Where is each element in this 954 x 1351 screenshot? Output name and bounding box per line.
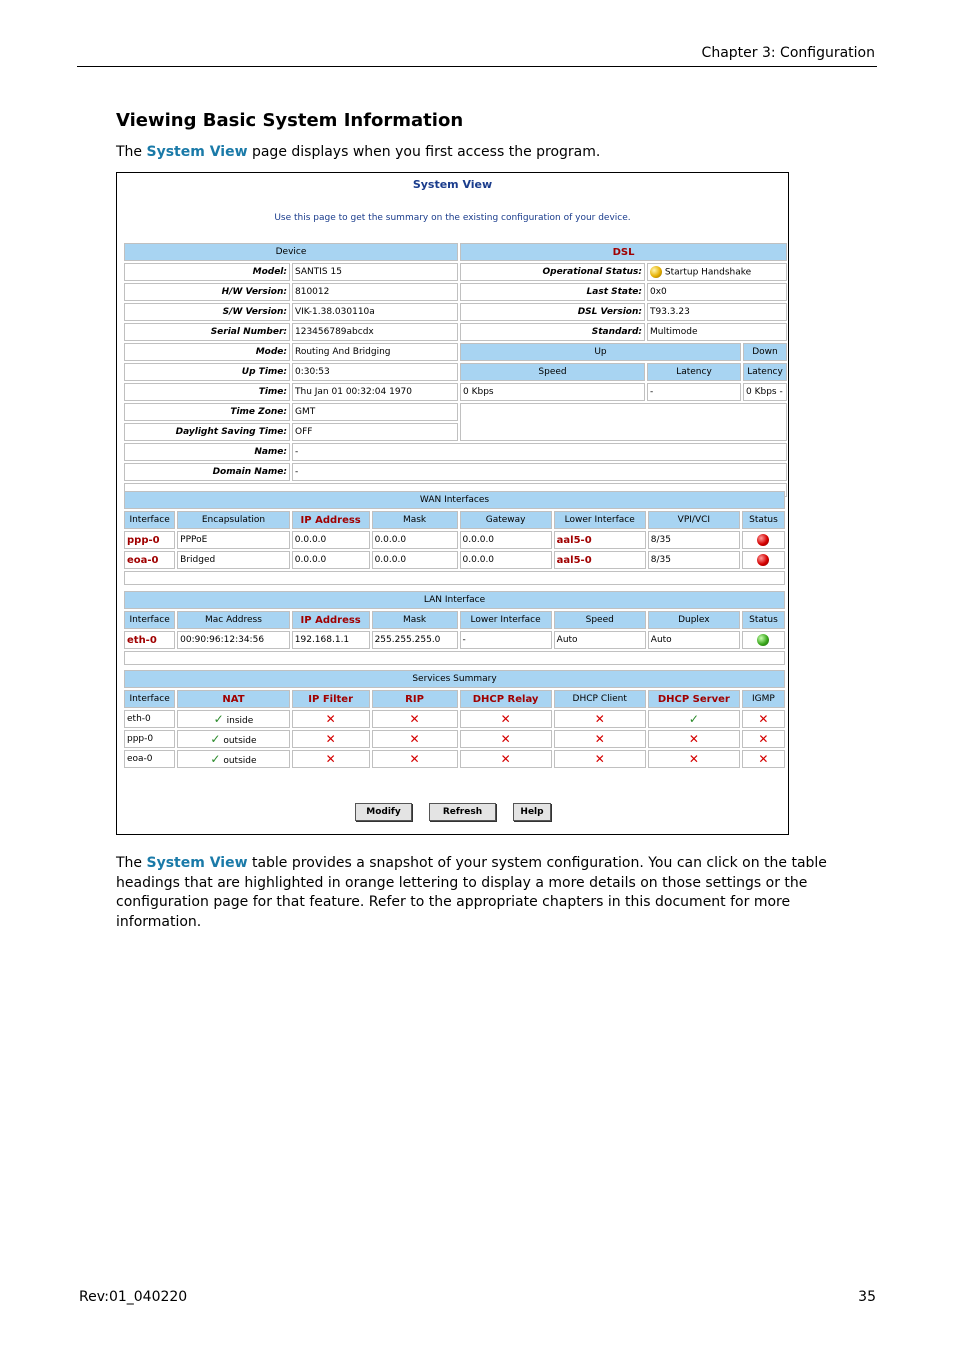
table-row <box>124 710 785 728</box>
cross-icon: ✕ <box>742 730 785 748</box>
cross-icon: ✕ <box>372 730 458 748</box>
time-zone-label: Time Zone: <box>124 403 290 421</box>
svc-nat <box>177 710 290 728</box>
lan-title: LAN Interface <box>124 591 785 609</box>
wan-col-interface: Interface <box>124 511 175 529</box>
check-icon: ✓ <box>210 732 221 746</box>
help-button[interactable]: Help <box>513 803 551 821</box>
wan-iface-link[interactable]: ppp-0 <box>124 531 175 549</box>
wan-title: WAN Interfaces <box>124 491 785 509</box>
model-label: Model: <box>124 263 290 281</box>
dsl-empty-area <box>460 403 787 441</box>
wan-vpivci: 8/35 <box>648 531 740 549</box>
lan-col-interface: Interface <box>124 611 175 629</box>
lan-ip: 192.168.1.1 <box>292 631 370 649</box>
cross-icon: ✕ <box>554 750 646 768</box>
cross-icon: ✕ <box>554 710 646 728</box>
lan-col-speed: Speed <box>554 611 646 629</box>
svc-nat-text: outside <box>223 736 257 746</box>
footer-page-number: 35 <box>858 1289 876 1305</box>
cross-icon: ✕ <box>460 710 552 728</box>
time-zone-value: GMT <box>292 403 458 421</box>
lan-iface-link[interactable]: eth-0 <box>124 631 175 649</box>
intro-text-post: page displays when you first access the program. <box>247 144 601 160</box>
system-view-link[interactable]: System View <box>146 144 248 160</box>
services-table <box>122 668 787 770</box>
svc-nat-text: outside <box>223 756 257 766</box>
wan-col-mask: Mask <box>372 511 458 529</box>
hw-version-label: H/W Version: <box>124 283 290 301</box>
dsl-up-header: Up <box>460 343 741 361</box>
lan-col-status: Status <box>742 611 785 629</box>
name-value: - <box>292 443 787 461</box>
cross-icon: ✕ <box>554 730 646 748</box>
lan-status <box>742 631 785 649</box>
svc-nat <box>177 750 290 768</box>
cross-icon: ✕ <box>460 750 552 768</box>
dsl-down-latency-header: Latency <box>743 363 787 381</box>
wan-ip: 0.0.0.0 <box>292 531 370 549</box>
wan-gateway: 0.0.0.0 <box>460 551 552 569</box>
model-value: SANTIS 15 <box>292 263 458 281</box>
check-icon: ✓ <box>210 752 221 766</box>
wan-encap: Bridged <box>177 551 290 569</box>
body-text-post: table provides a snapshot of your system configuration. You can click on the table headings that are highlighted in orange lettering to display a more details on those settings or the configuration page for that feature. Refer to the appropriate chapters in this document for more information. <box>116 855 827 930</box>
lan-mac: 00:90:96:12:34:56 <box>177 631 290 649</box>
lan-col-lower-interface: Lower Interface <box>460 611 552 629</box>
hw-version-value: 810012 <box>292 283 458 301</box>
check-icon: ✓ <box>648 710 740 728</box>
operational-status-label: Operational Status: <box>460 263 645 281</box>
table-row <box>124 631 785 649</box>
lan-speed: Auto <box>554 631 646 649</box>
header-rule <box>77 66 877 67</box>
dsl-up-speed-header: Speed <box>460 363 645 381</box>
up-time-label: Up Time: <box>124 363 290 381</box>
svc-nat-text: inside <box>226 716 254 726</box>
svc-nat <box>177 730 290 748</box>
svc-iface: eth-0 <box>124 710 175 728</box>
system-view-subtitle: Use this page to get the summary on the existing configuration of your device. <box>274 213 631 223</box>
svc-col-dhcp-server[interactable]: DHCP Server <box>648 690 740 708</box>
cross-icon: ✕ <box>292 750 370 768</box>
dsl-down-speed-value: 0 Kbps <box>746 387 777 397</box>
table-row <box>124 531 785 549</box>
table-row <box>124 730 785 748</box>
wan-status <box>742 531 785 549</box>
cross-icon: ✕ <box>292 730 370 748</box>
wan-iface-link[interactable]: eoa-0 <box>124 551 175 569</box>
serial-number-value: 123456789abcdx <box>292 323 458 341</box>
wan-mask: 0.0.0.0 <box>372 531 458 549</box>
chapter-header: Chapter 3: Configuration <box>701 45 875 61</box>
wan-mask: 0.0.0.0 <box>372 551 458 569</box>
mode-label: Mode: <box>124 343 290 361</box>
domain-name-value: - <box>292 463 787 481</box>
status-red-icon <box>757 534 769 546</box>
section-heading: Viewing Basic System Information <box>116 110 464 131</box>
cross-icon: ✕ <box>648 730 740 748</box>
daylight-saving-value: OFF <box>292 423 458 441</box>
lan-col-duplex: Duplex <box>648 611 740 629</box>
lan-spacer-row <box>124 651 785 665</box>
dsl-up-speed-value: 0 Kbps <box>460 383 645 401</box>
operational-status-value <box>647 263 787 281</box>
serial-number-label: Serial Number: <box>124 323 290 341</box>
cross-icon: ✕ <box>372 750 458 768</box>
wan-lower-link[interactable]: aal5-0 <box>554 551 646 569</box>
wan-encap: PPPoE <box>177 531 290 549</box>
dsl-down-values <box>743 383 787 401</box>
svc-col-igmp: IGMP <box>742 690 785 708</box>
wan-spacer-row <box>124 571 785 585</box>
wan-col-status: Status <box>742 511 785 529</box>
body-paragraph <box>116 854 836 932</box>
device-dsl-table <box>122 241 789 499</box>
lan-col-ip-address[interactable]: IP Address <box>292 611 370 629</box>
dsl-version-label: DSL Version: <box>460 303 645 321</box>
dsl-header[interactable]: DSL <box>460 243 787 261</box>
lan-lower: - <box>460 631 552 649</box>
svc-col-dhcp-relay[interactable]: DHCP Relay <box>460 690 552 708</box>
lan-col-mac: Mac Address <box>177 611 290 629</box>
wan-status <box>742 551 785 569</box>
name-label: Name: <box>124 443 290 461</box>
lan-mask: 255.255.255.0 <box>372 631 458 649</box>
svc-col-nat[interactable]: NAT <box>177 690 290 708</box>
cross-icon: ✕ <box>742 710 785 728</box>
dsl-down-latency-value: - <box>779 387 783 397</box>
body-text-pre: The <box>116 855 147 871</box>
table-row <box>124 551 785 569</box>
table-row <box>124 750 785 768</box>
svc-col-dhcp-client: DHCP Client <box>554 690 646 708</box>
lan-col-mask: Mask <box>372 611 458 629</box>
wan-col-ip-address[interactable]: IP Address <box>292 511 370 529</box>
intro-text-pre: The <box>116 144 147 160</box>
last-state-label: Last State: <box>460 283 645 301</box>
wan-col-gateway: Gateway <box>460 511 552 529</box>
svc-iface: ppp-0 <box>124 730 175 748</box>
status-green-icon <box>757 634 769 646</box>
check-icon: ✓ <box>213 712 224 726</box>
last-state-value: 0x0 <box>647 283 787 301</box>
wan-col-vpivci: VPI/VCI <box>648 511 740 529</box>
cross-icon: ✕ <box>648 750 740 768</box>
time-label: Time: <box>124 383 290 401</box>
sw-version-value: VIK-1.38.030110a <box>292 303 458 321</box>
modify-button[interactable]: Modify <box>355 803 412 821</box>
services-title: Services Summary <box>124 670 785 688</box>
system-view-screenshot <box>116 172 789 835</box>
time-value: Thu Jan 01 00:32:04 1970 <box>292 383 458 401</box>
intro-paragraph <box>116 143 600 163</box>
operational-status-text: Startup Handshake <box>664 267 752 278</box>
wan-col-encapsulation: Encapsulation <box>177 511 290 529</box>
svc-col-interface: Interface <box>124 690 175 708</box>
mode-value: Routing And Bridging <box>292 343 458 361</box>
footer-revision: Rev:01_040220 <box>79 1289 188 1305</box>
svc-iface: eoa-0 <box>124 750 175 768</box>
wan-table <box>122 489 787 587</box>
wan-col-lower-interface: Lower Interface <box>554 511 646 529</box>
svc-col-rip[interactable]: RIP <box>372 690 458 708</box>
status-red-icon <box>757 554 769 566</box>
svc-col-ip-filter[interactable]: IP Filter <box>292 690 370 708</box>
wan-ip: 0.0.0.0 <box>292 551 370 569</box>
cross-icon: ✕ <box>460 730 552 748</box>
wan-vpivci: 8/35 <box>648 551 740 569</box>
refresh-button[interactable]: Refresh <box>429 803 496 821</box>
dsl-version-value: T93.3.23 <box>647 303 787 321</box>
system-view-link[interactable]: System View <box>146 855 248 871</box>
cross-icon: ✕ <box>292 710 370 728</box>
system-view-title: System View <box>412 178 493 191</box>
daylight-saving-label: Daylight Saving Time: <box>124 423 290 441</box>
dsl-up-latency-value: - <box>647 383 741 401</box>
cross-icon: ✕ <box>742 750 785 768</box>
sw-version-label: S/W Version: <box>124 303 290 321</box>
standard-value: Multimode <box>647 323 787 341</box>
lan-table <box>122 589 787 667</box>
domain-name-label: Domain Name: <box>124 463 290 481</box>
cross-icon: ✕ <box>372 710 458 728</box>
up-time-value: 0:30:53 <box>292 363 458 381</box>
device-header: Device <box>124 243 458 261</box>
dsl-down-header: Down <box>743 343 787 361</box>
status-yellow-icon <box>650 266 662 278</box>
dsl-up-latency-header: Latency <box>647 363 741 381</box>
lan-duplex: Auto <box>648 631 740 649</box>
standard-label: Standard: <box>460 323 645 341</box>
wan-lower-link[interactable]: aal5-0 <box>554 531 646 549</box>
wan-gateway: 0.0.0.0 <box>460 531 552 549</box>
